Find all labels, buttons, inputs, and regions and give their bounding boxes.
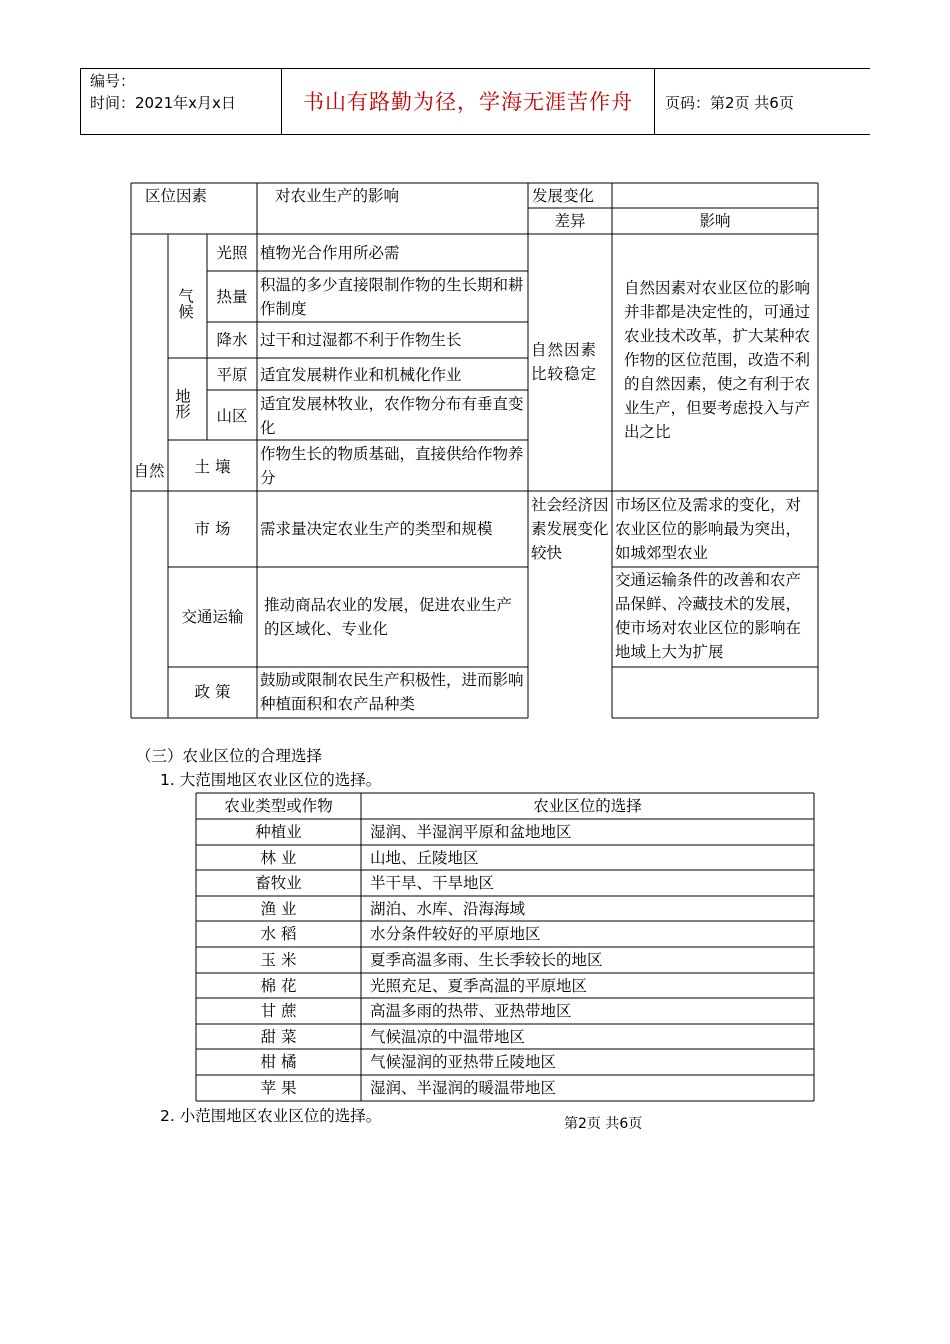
crop-type-cell: 玉 米 [260, 951, 297, 969]
light-label: 光照 [216, 244, 248, 262]
rain-label: 降水 [216, 331, 248, 349]
plain-desc: 适宜发展耕作业和机械化作业 [260, 366, 462, 384]
header-factor: 区位因素 [145, 187, 208, 205]
soil-desc: 作物生长的物质基础，直接供给作物养分 [260, 445, 524, 487]
crop-table-header-choice: 农业区位的选择 [533, 797, 642, 815]
crop-choice-cell: 水分条件较好的平原地区 [370, 925, 541, 944]
motto: 书山有路勤为径，学海无涯苦作舟 [303, 90, 633, 114]
crop-choice-cell: 夏季高温多雨、生长季较长的地区 [370, 951, 603, 969]
page-footer: 第2页 共6页 [564, 1116, 643, 1132]
heat-desc: 积温的多少直接限制作物的生长期和耕作制度 [260, 276, 524, 318]
code-label: 编号： [90, 72, 136, 90]
crop-choice-cell: 半干旱、干旱地区 [370, 874, 495, 893]
subsection2-title: 2. 小范围地区农业区位的选择。 [160, 1107, 382, 1125]
heat-label: 热量 [216, 288, 248, 306]
crop-choice-cell: 湖泊、水库、沿海海域 [370, 899, 526, 918]
policy-desc: 鼓励或限制农民生产积极性，进而影响种植面积和农产品种类 [260, 671, 524, 713]
header-effect: 影响 [699, 212, 731, 230]
soil-label: 土 壤 [194, 458, 231, 476]
market-desc: 需求量决定农业生产的类型和规模 [260, 520, 493, 538]
crop-choice-cell: 山地、丘陵地区 [370, 848, 479, 867]
market-effect: 市场区位及需求的变化，对农业区位的影响最为突出，如城郊型农业 [615, 496, 802, 562]
market-label: 市 场 [194, 520, 231, 538]
page-label: 页码：第2页 共6页 [665, 94, 794, 112]
crop-choice-cell: 气候温凉的中温带地区 [370, 1027, 526, 1046]
crop-type-cell: 甘 蔗 [260, 1002, 297, 1021]
crop-choice-cell: 光照充足、夏季高温的平原地区 [370, 976, 588, 995]
crop-type-cell: 渔 业 [260, 899, 297, 918]
policy-label: 政 策 [194, 683, 231, 701]
time-label: 时间：2021年x月x日 [90, 94, 236, 112]
crop-type-cell: 苹 果 [260, 1079, 297, 1097]
light-desc: 植物光合作用所必需 [260, 244, 400, 262]
subsection1-title: 1. 大范围地区农业区位的选择。 [160, 771, 382, 789]
mountain-desc: 适宜发展林牧业，农作物分布有垂直变化 [260, 395, 524, 437]
mountain-label: 山区 [216, 407, 248, 425]
crop-choice-cell: 高温多雨的热带、亚热带地区 [370, 1002, 572, 1021]
header-influence: 对农业生产的影响 [275, 187, 400, 205]
crop-type-cell: 畜牧业 [255, 874, 302, 893]
rain-desc: 过干和过湿都不利于作物生长 [260, 331, 462, 349]
natural-difference: 自然因素比较稳定 [531, 341, 598, 383]
header-development: 发展变化 [532, 187, 595, 205]
plain-label: 平原 [216, 366, 248, 384]
crop-choice-cell: 湿润、半湿润平原和盆地地区 [370, 823, 572, 841]
crop-type-cell: 甜 菜 [260, 1027, 297, 1046]
crop-type-cell: 种植业 [255, 823, 302, 841]
terrain-label: 地形 [173, 387, 191, 419]
header-difference: 差异 [554, 212, 586, 230]
crop-type-cell: 柑 橘 [260, 1053, 297, 1072]
transport-desc: 推动商品农业的发展，促进农业生产的区域化、专业化 [264, 596, 513, 638]
transport-label: 交通运输 [181, 608, 244, 626]
crop-choice-cell: 湿润、半湿润的暖温带地区 [370, 1079, 557, 1097]
socio-difference: 社会经济因素发展变化较快 [531, 496, 609, 562]
natural-effect: 自然因素对农业区位的影响并非都是决定性的，可通过农业技术改革，扩大某种农作物的区位范围，改造不利的自然因素，使之有利于农业生产，但要考虑投入与产出之比 [624, 279, 811, 441]
natural-label: 自然 [133, 462, 165, 480]
crop-choice-cell: 气候湿润的亚热带丘陵地区 [370, 1053, 557, 1072]
crop-type-cell: 棉 花 [260, 976, 297, 995]
section3-title: （三）农业区位的合理选择 [136, 747, 323, 765]
climate-label: 气候 [176, 287, 194, 319]
transport-effect: 交通运输条件的改善和农产品保鲜、冷藏技术的发展，使市场对农业区位的影响在地域上大为扩展 [615, 571, 802, 661]
crop-table-header-type: 农业类型或作物 [224, 797, 333, 815]
crop-type-cell: 水 稻 [260, 925, 297, 944]
crop-type-cell: 林 业 [260, 848, 297, 867]
